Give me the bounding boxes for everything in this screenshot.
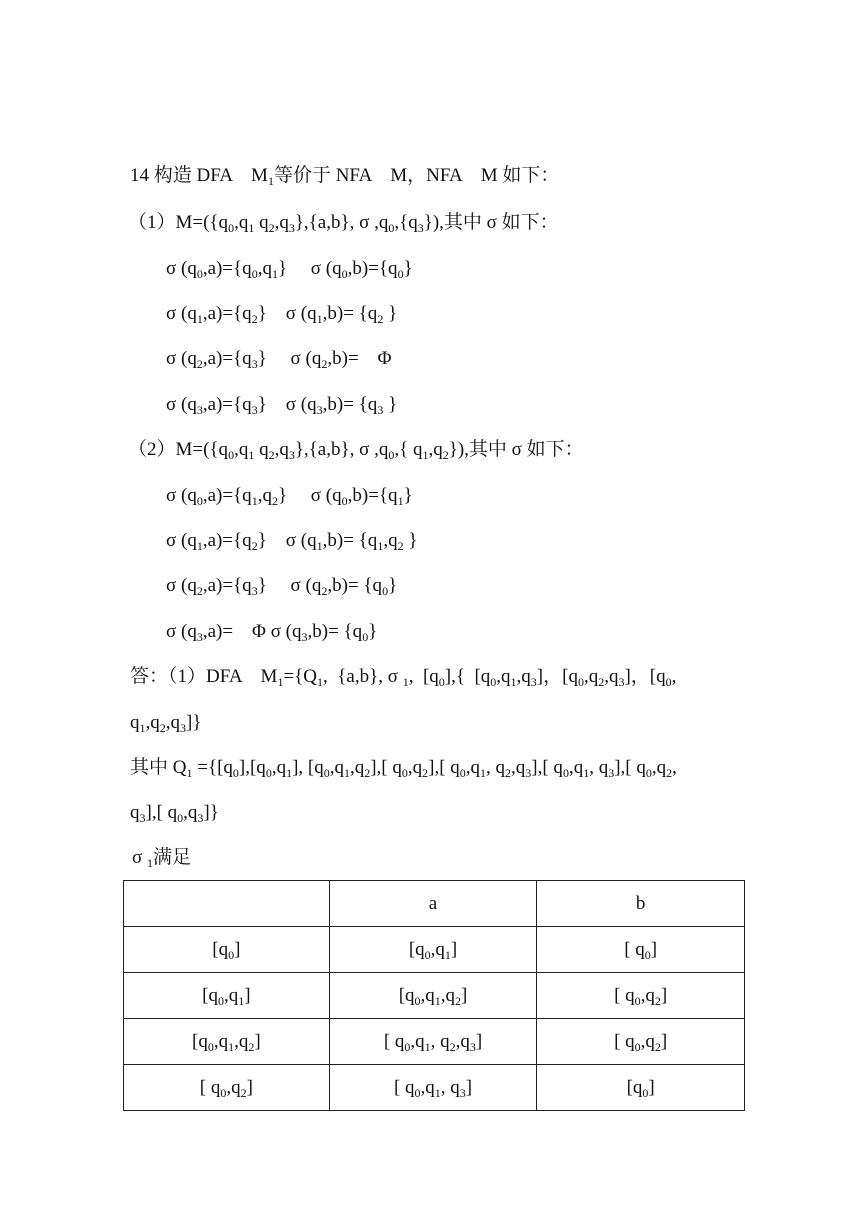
table-header-cell [124,881,330,927]
transition-table [123,880,745,1111]
answer-dfa-definition-cont: $q_1,q_2,q_3$]} [130,712,202,735]
table-cell: $[q_0,q_1,q_2]$ [329,973,537,1019]
table-cell: [ $q_0,q_1$, $q_2,q_3$] [329,1019,537,1065]
part2-transition-q1: σ $(q_1,a)=\{q_2\}$ σ $(q_1,b)= \{q_1,q_2$ } [166,530,418,553]
table-cell: $[q_0]$ [537,1065,745,1111]
part1-transition-q1: σ $(q_1,a)=\{q_2\}$ σ $(q_1,b)= \{q_2$ } [166,303,398,326]
answer-state-set: 其中 $Q_1 =\{[q_0],[q_0,q_1]$, $[q_0,q_1,q_2]$,[ $q_0,q_2$],[ $q_0,q_1$, $q_2,q_3$],[ $q_0,q_1$, $q_3$],[ $q_0,q_2$, [130,757,677,780]
table-cell: $[q_0]$ [124,927,330,973]
table-cell: $[q_0,q_1]$ [124,973,330,1019]
part2-transition-q3: σ $(q_3,a)=$ Φ σ $(q_3,b)= \{q_0\}$ [166,621,378,644]
table-cell: [ $q_0,q_2$] [124,1065,330,1111]
answer-dfa-definition: 答：（1）DFA $M_1=\{Q_1$, {a,b}, σ $_1$, $[q_0]$,{ $[q_0,q_1,q_3]$，$[q_0,q_2,q_3]$，[$q_0$, [130,666,677,689]
table-cell: $[q_0,q_1,q_2]$ [124,1019,330,1065]
part2-definition: $(2)M=(\{q_0,q_1$ $q_2,q_3\},\{a,b\}$, σ $,q_0$,{ $q_1,q_2$}),其中 σ 如下： [128,439,584,462]
table-row [124,927,745,973]
transition-table-caption: σ $_1$满足 [132,847,192,870]
table-cell: [ $q_0$] [537,927,745,973]
table-cell: [ $q_0,q_2$] [537,973,745,1019]
part1-transition-q0: σ $(q_0,a)=\{q_0,q_1\}$ σ $(q_0,b)=\{q_0\}$ [166,258,413,281]
table-header-cell: a [329,881,537,927]
table-row [124,973,745,1019]
table-header-cell: b [537,881,745,927]
table-cell: [ $q_0,q_1$, $q_3$] [329,1065,537,1111]
table-cell: $[q_0,q_1]$ [329,927,537,973]
problem-title: 14 构造 DFA $M_1$等价于 NFA M，NFA M 如下： [130,165,560,188]
table-header-row [124,881,745,927]
table-row [124,1019,745,1065]
table-row [124,1065,745,1111]
part1-transition-q2: σ $(q_2,a)=\{q_3\}$ σ $(q_2,b)=$ Φ [166,348,392,371]
part1-definition: $(1)M=(\{q_0,q_1$ $q_2,q_3\},\{a,b\}$, σ $,q_0,\{q_3\}$),其中 σ 如下： [128,212,559,235]
part1-transition-q3: σ $(q_3,a)=\{q_3\}$ σ $(q_3,b)= \{q_3$ } [166,394,398,417]
table-cell: [ $q_0,q_2$] [537,1019,745,1065]
answer-state-set-cont: $q_3$],[ $q_0,q_3$]} [130,802,219,825]
part2-transition-q0: σ $(q_0,a)=\{q_1,q_2\}$ σ $(q_0,b)=\{q_1\}$ [166,485,413,508]
part2-transition-q2: σ $(q_2,a)=\{q_3\}$ σ $(q_2,b)= \{q_0\}$ [166,575,398,598]
